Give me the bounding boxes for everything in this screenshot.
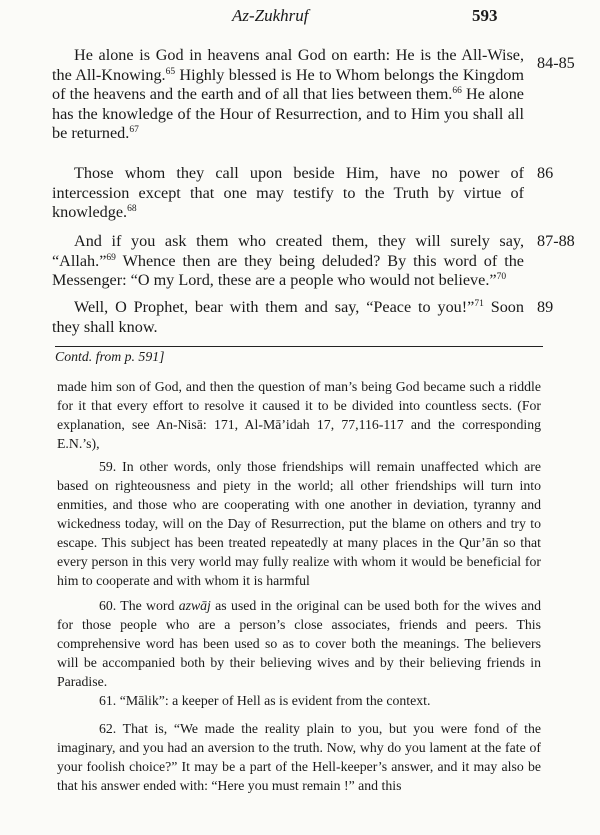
verse-text-89: Well, O Prophet, bear with them and say, “Peace to you!”$^{71}$ Soon they shall know. [52, 298, 524, 336]
footnote-marker: 67 [129, 125, 139, 135]
footnote-marker: 66 [452, 86, 462, 96]
running-header-title: Az-Zukhruf [232, 6, 309, 25]
page-number: 593 [472, 6, 498, 25]
footnote-60: 60. The word azwāj as used in the original can be used both for the wives and for those people who are a person’s close associates, friends and peers. This comprehensive word has been used so as to cover both the meanings. The believers will be accompanied both by their believing wives and by their believing friends in Paradise. [57, 598, 541, 689]
footnote-marker: 65 [165, 66, 176, 77]
footnote-marker: 70 [496, 272, 507, 282]
verse-reference-84-85: 84-85 [537, 54, 575, 72]
footnote-59: 59. In other words, only those friendships will remain unaffected which are based on righteousness and piety in the world; all other friendships will turn into enmities, and those who are cooperating with one another in deviation, tyranny and wickedness today, will on the Day of Resurrection, put the blame on others and try to escape. This subject has been treated repeatedly at many places in the Qur’ān so that every person in this very world may fully realize with whom it would be beneficial for him to cooperate and with whom it is harmful [57, 459, 541, 588]
footnote-62: 62. That is, “We made the reality plain to you, but you were fond of the imaginary, and you had an aversion to the truth. Now, why do you lament at the fate of your foolish choice?” It may be a part of the Hell-keeper’s answer, and it may also be that his answer ended with: “Here you must remain !” and this [57, 721, 541, 793]
footnote-58-continued: made him son of God, and then the question of man’s being God became such a riddle for it that every effort to resolve it caused it to be divided into countless sects. (For explanation, see An-Nisā: 171, Al-Mā’idah 17, 77,116-117 and the corresponding E.N.’s), [57, 379, 541, 451]
footnote-marker: 71 [474, 299, 484, 309]
verse-reference-89: 89 [537, 298, 554, 316]
verse-text-87-88: And if you ask them who created them, they will surely say, “Allah.”$^{69}$ Whence then are they being deluded? By this word of the Messenger: “O my Lord, these are a people who would not believe.”$^{70}$ [52, 232, 524, 289]
verse-text-86: Those whom they call upon beside Him, have no power of intercession except that one may testify to the Truth by virtue of knowledge.$^{68}$ [52, 164, 524, 221]
continued-from-label: Contd. from p. 591] [55, 349, 165, 364]
footnote-marker: 69 [106, 252, 116, 263]
verse-text-84-85: He alone is God in heavens anal God on earth: He is the All-Wise, the All-Knowing.$^{65}$ Highly blessed is He to Whom belongs the Kingdom of the heavens and the earth and of all that lies between them.$^{66}$ He alone has the knowledge of the Hour of Resurrection, and to Him you shall all be returned.$^{67}$ [52, 46, 524, 142]
footnote-marker: 68 [127, 204, 137, 214]
footnote-divider [55, 346, 543, 347]
verse-reference-87-88: 87-88 [537, 232, 575, 250]
footnote-61: 61. “Mālik”: a keeper of Hell as is evident from the context. [99, 693, 431, 708]
verse-reference-86: 86 [537, 164, 554, 182]
